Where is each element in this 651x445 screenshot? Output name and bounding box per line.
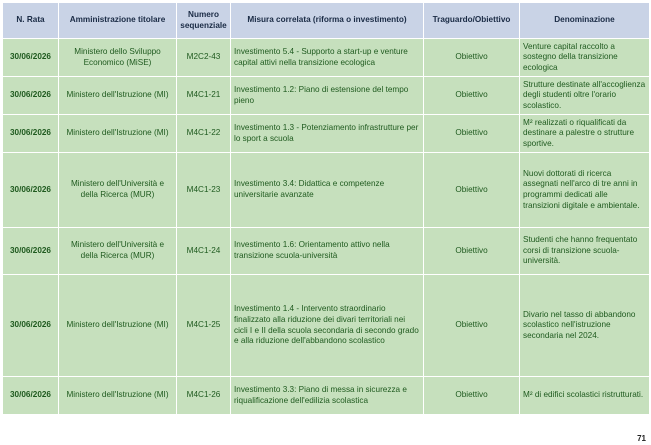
cell-denominazione: M² realizzati o riqualificati da destinare a palestre o strutture sportive. xyxy=(520,115,650,153)
cell-denominazione: Divario nel tasso di abbandono scolastico nell'istruzione secondaria nel 2024. xyxy=(520,275,650,377)
cell-denominazione: Venture capital raccolto a sostegno della transizione ecologica xyxy=(520,39,650,77)
cell-numero: M2C2-43 xyxy=(177,39,231,77)
cell-numero: M4C1-21 xyxy=(177,77,231,115)
table-row xyxy=(3,77,650,115)
cell-denominazione: Studenti che hanno frequentato corsi di transizione scuola-università. xyxy=(520,228,650,275)
page-number: 71 xyxy=(637,434,646,443)
cell-rata: 30/06/2026 xyxy=(3,39,59,77)
table-row xyxy=(3,115,650,153)
cell-traguardo: Obiettivo xyxy=(424,228,520,275)
cell-rata: 30/06/2026 xyxy=(3,77,59,115)
cell-rata: 30/06/2026 xyxy=(3,228,59,275)
measures-table xyxy=(2,2,650,415)
cell-misura: Investimento 1.4 - Intervento straordinario finalizzato alla riduzione dei divari territoriali nei cicli I e II della scuola secondaria di secondo grado e alla riduzione dell'abbandono scolastico xyxy=(231,275,424,377)
cell-misura: Investimento 3.4: Didattica e competenze universitarie avanzate xyxy=(231,153,424,228)
cell-traguardo: Obiettivo xyxy=(424,153,520,228)
table-row xyxy=(3,275,650,377)
cell-misura: Investimento 1.6: Orientamento attivo nella transizione scuola-università xyxy=(231,228,424,275)
cell-traguardo: Obiettivo xyxy=(424,115,520,153)
cell-numero: M4C1-23 xyxy=(177,153,231,228)
cell-amministrazione: Ministero dell'Università e della Ricerca (MUR) xyxy=(59,153,177,228)
header-amministrazione: Amministrazione titolare xyxy=(59,3,177,39)
cell-rata: 30/06/2026 xyxy=(3,275,59,377)
table-row xyxy=(3,39,650,77)
header-rata: N. Rata xyxy=(3,3,59,39)
cell-rata: 30/06/2026 xyxy=(3,377,59,415)
cell-numero: M4C1-24 xyxy=(177,228,231,275)
cell-amministrazione: Ministero dell'Istruzione (MI) xyxy=(59,115,177,153)
cell-misura: Investimento 3.3: Piano di messa in sicurezza e riqualificazione dell'edilizia scolastica xyxy=(231,377,424,415)
cell-numero: M4C1-22 xyxy=(177,115,231,153)
cell-numero: M4C1-26 xyxy=(177,377,231,415)
cell-rata: 30/06/2026 xyxy=(3,115,59,153)
cell-traguardo: Obiettivo xyxy=(424,77,520,115)
cell-misura: Investimento 1.2: Piano di estensione del tempo pieno xyxy=(231,77,424,115)
cell-traguardo: Obiettivo xyxy=(424,39,520,77)
header-denominazione: Denominazione xyxy=(520,3,650,39)
cell-misura: Investimento 1.3 - Potenziamento infrastrutture per lo sport a scuola xyxy=(231,115,424,153)
cell-traguardo: Obiettivo xyxy=(424,377,520,415)
cell-denominazione: M² di edifici scolastici ristrutturati. xyxy=(520,377,650,415)
cell-rata: 30/06/2026 xyxy=(3,153,59,228)
cell-misura: Investimento 5.4 - Supporto a start-up e venture capital attivi nella transizione ecologica xyxy=(231,39,424,77)
cell-amministrazione: Ministero dell'Istruzione (MI) xyxy=(59,77,177,115)
cell-traguardo: Obiettivo xyxy=(424,275,520,377)
table-row xyxy=(3,228,650,275)
header-misura: Misura correlata (riforma o investimento) xyxy=(231,3,424,39)
table-header-row xyxy=(3,3,650,39)
cell-amministrazione: Ministero dello Sviluppo Economico (MiSE) xyxy=(59,39,177,77)
cell-amministrazione: Ministero dell'Istruzione (MI) xyxy=(59,377,177,415)
table-row xyxy=(3,377,650,415)
cell-amministrazione: Ministero dell'Istruzione (MI) xyxy=(59,275,177,377)
header-numero: Numero sequenziale xyxy=(177,3,231,39)
cell-denominazione: Strutture destinate all'accoglienza degli studenti oltre l'orario scolastico. xyxy=(520,77,650,115)
cell-numero: M4C1-25 xyxy=(177,275,231,377)
cell-denominazione: Nuovi dottorati di ricerca assegnati nell'arco di tre anni in programmi dedicati alle transizioni digitale e ambientale. xyxy=(520,153,650,228)
header-traguardo: Traguardo/Obiettivo xyxy=(424,3,520,39)
table-row xyxy=(3,153,650,228)
cell-amministrazione: Ministero dell'Università e della Ricerca (MUR) xyxy=(59,228,177,275)
